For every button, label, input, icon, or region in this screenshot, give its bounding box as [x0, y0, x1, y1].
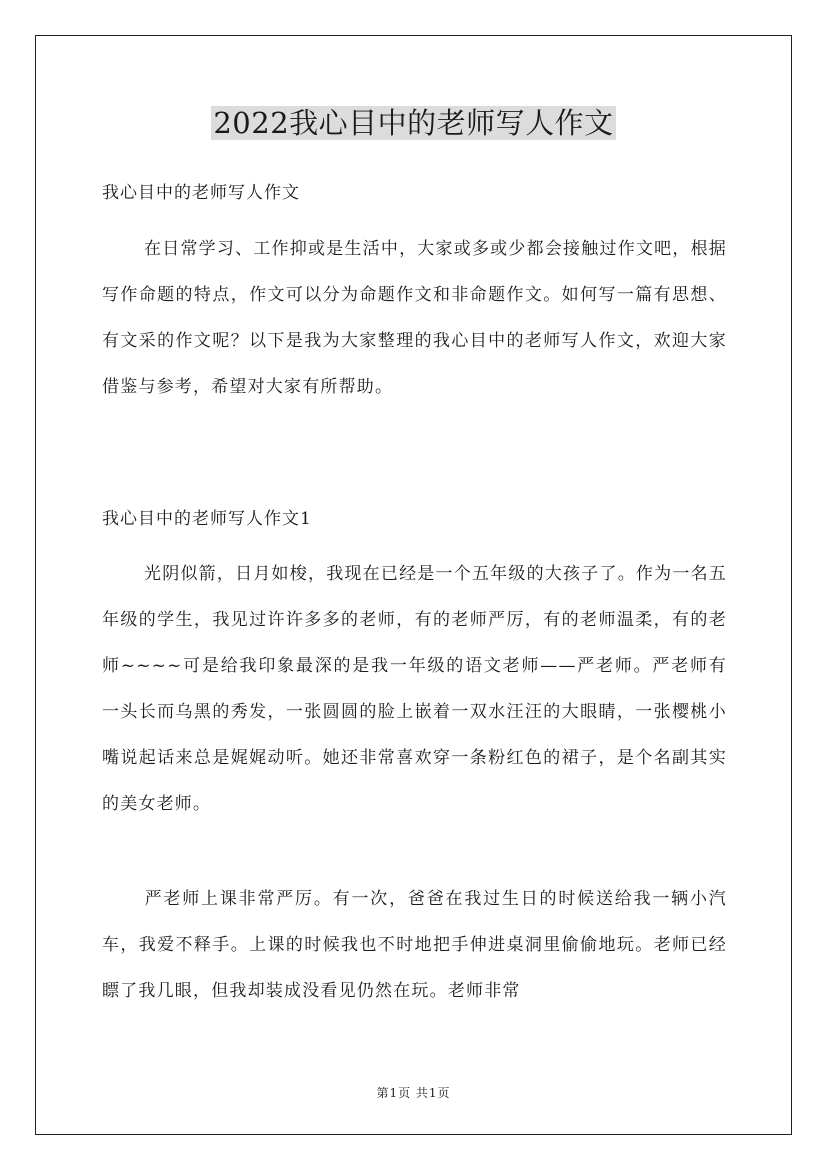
intro-paragraph-text: 在日常学习、工作抑或是生活中，大家或多或少都会接触过作文吧，根据写作命题的特点，作文可以分为命题作文和非命题作文。如何写一篇有思想、有文采的作文呢？以下是我为大家整理的我心目中的老师写人作文，欢迎大家借鉴与参考，希望对大家有所帮助。: [102, 239, 727, 397]
body-paragraph-1: [102, 551, 727, 827]
document-subtitle: 我心目中的老师写人作文: [102, 183, 300, 203]
document-title: [0, 103, 827, 143]
section-heading: 我心目中的老师写人作文1: [102, 509, 312, 529]
page-footer: 第1页 共1页: [376, 1086, 451, 1100]
body-paragraph-1-text: 光阴似箭，日月如梭，我现在已经是一个五年级的大孩子了。作为一名五年级的学生，我见过许许多多的老师，有的老师严厉，有的老师温柔，有的老师~~~~可是给我印象最深的是我一年级的语文老师——严老师。严老师有一头长而乌黑的秀发，一张圆圆的脸上嵌着一双水汪汪的大眼睛，一张樱桃小嘴说起话来总是娓娓动听。她还非常喜欢穿一条粉红色的裙子，是个名副其实的美女老师。: [102, 564, 727, 814]
document-title-text: 2022我心目中的老师写人作文: [213, 106, 614, 140]
intro-paragraph: [102, 226, 727, 410]
body-paragraph-2-text: 严老师上课非常严厉。有一次，爸爸在我过生日的时候送给我一辆小汽车，我爱不释手。上课的时候我也不时地把手伸进桌洞里偷偷地玩。老师已经瞟了我几眼，但我却装成没看见仍然在玩。老师非常: [102, 889, 727, 1001]
body-paragraph-2: [102, 876, 727, 1014]
